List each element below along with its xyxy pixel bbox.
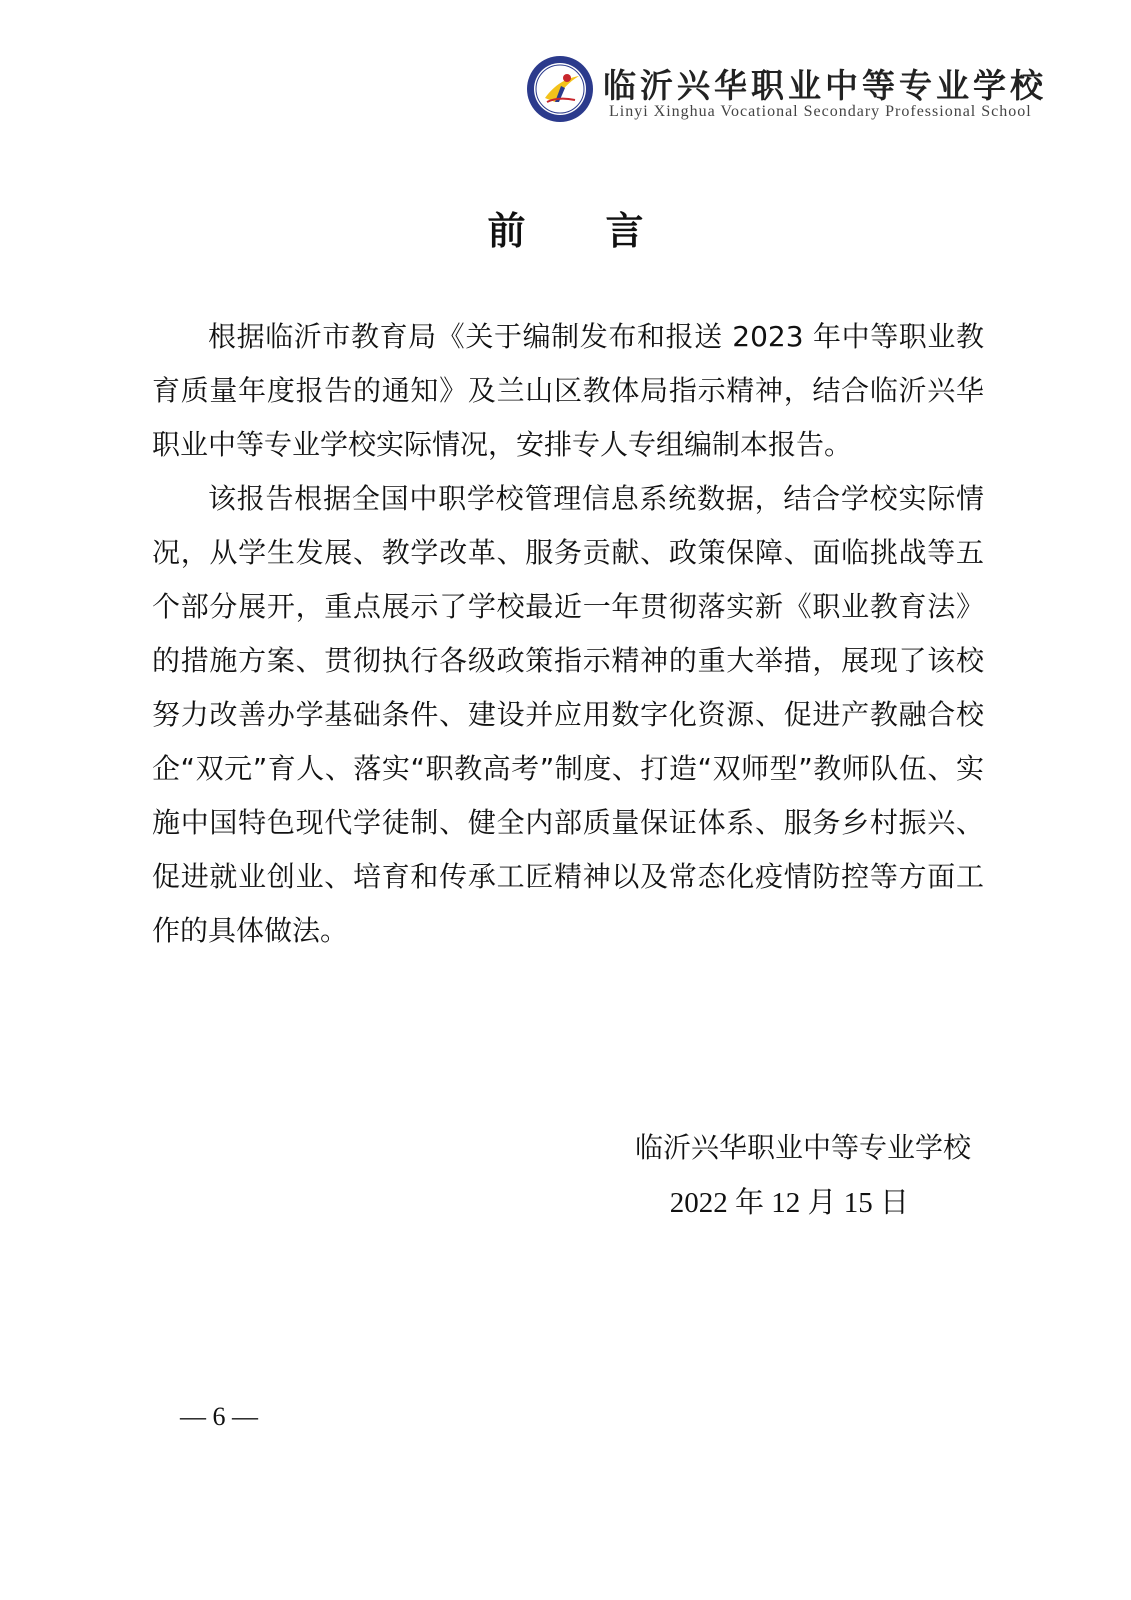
school-name-chinese: 临沂兴华职业中等专业学校 xyxy=(603,66,1047,105)
preface-body xyxy=(152,310,984,958)
page-header xyxy=(525,54,1085,134)
page-number: — 6 — xyxy=(180,1402,258,1431)
signature-school: 临沂兴华职业中等专业学校 xyxy=(634,1131,971,1164)
paragraph-1: 根据临沂市教育局《关于编制发布和报送 2023 年中等职业教育质量年度报告的通知》及兰山区教体局指示精神，结合临沂兴华职业中等专业学校实际情况，安排专人专组编制本报告。 xyxy=(152,320,984,461)
page-title: 前言 xyxy=(487,209,724,253)
school-emblem-icon xyxy=(525,54,595,124)
school-name-english: Linyi Xinghua Vocational Secondary Professional School xyxy=(609,103,1032,120)
signature-date: 2022 年 12 月 15 日 xyxy=(669,1187,909,1219)
paragraph-2: 该报告根据全国中职学校管理信息系统数据，结合学校实际情况，从学生发展、教学改革、服务贡献、政策保障、面临挑战等五个部分展开，重点展示了学校最近一年贯彻落实新《职业教育法》的措施方案、贯彻执行各级政策指示精神的重大举措，展现了该校努力改善办学基础条件、建设并应用数字化资源、促进产教融合校企“双元”育人、落实“职教高考”制度、打造“双师型”教师队伍、实施中国特色现代学徒制、健全内部质量保证体系、服务乡村振兴、促进就业创业、培育和传承工匠精神以及常态化疫情防控等方面工作的具体做法。 xyxy=(152,482,984,947)
